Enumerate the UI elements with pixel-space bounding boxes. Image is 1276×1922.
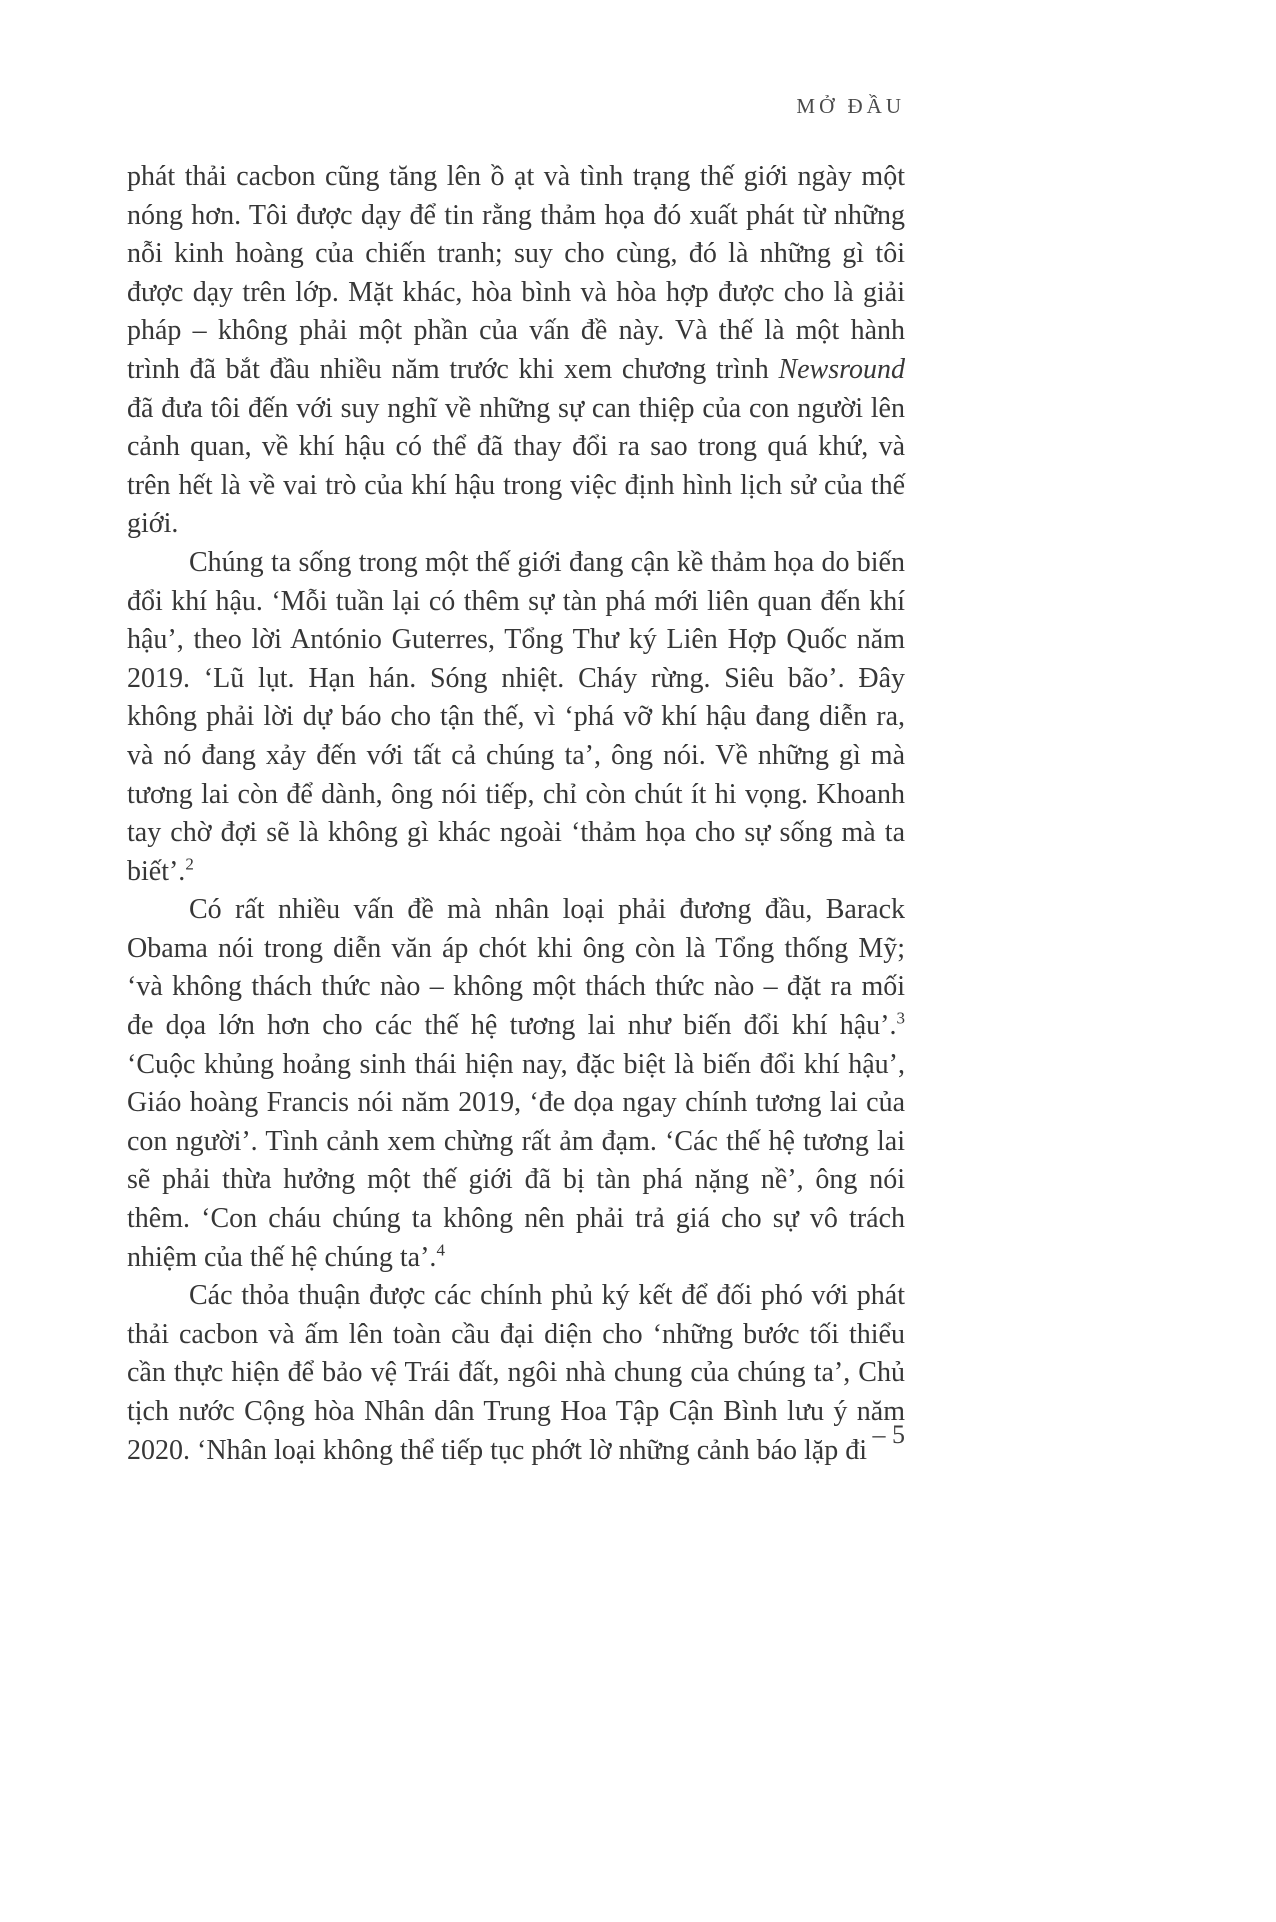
text-run: phát thải cacbon cũng tăng lên ồ ạt và tình trạng thế giới ngày một nóng hơn. Tôi được dạy để tin rằng thảm họa đó xuất phát từ những nỗi kinh hoàng của chiến tranh; suy cho cùng, đó là những gì tôi được dạy trên lớp. Mặt khác, hòa bình và hòa hợp được cho là giải pháp – không phải một phần của vấn đề này. Và thế là một hành trình đã bắt đầu nhiều năm trước khi xem chương trình [127,161,905,385]
text-run: Các thỏa thuận được các chính phủ ký kết để đối phó với phát thải cacbon và ấm lên toàn cầu đại diện cho ‘những bước tối thiểu cần thực hiện để bảo vệ Trái đất, ngôi nhà chung của chúng ta’, Chủ tịch nước Cộng hòa Nhân dân Trung Hoa Tập Cận Bình lưu ý năm 2020. ‘Nhân loại không thể tiếp tục phớt lờ những cảnh báo lặp đi [127,1280,905,1466]
paragraph-1 [127,158,905,544]
footnote-ref-3: 3 [896,1008,905,1028]
running-header: MỞ ĐẦU [796,94,905,118]
body-text [127,158,905,1470]
paragraph-3 [127,891,905,1277]
paragraph-2 [127,544,905,891]
text-run: Có rất nhiều vấn đề mà nhân loại phải đương đầu, Barack Obama nói trong diễn văn áp chót khi ông còn là Tổng thống Mỹ; ‘và không thách thức nào – không một thách thức nào – đặt ra mối đe dọa lớn hơn cho các thế hệ tương lai như biến đổi khí hậu’. [127,894,905,1042]
page-number: – 5 [872,1420,905,1449]
italic-book-title: Newsround [778,353,905,385]
footnote-ref-4: 4 [436,1240,445,1260]
text-run: Chúng ta sống trong một thế giới đang cận kề thảm họa do biến đổi khí hậu. ‘Mỗi tuần lại có thêm sự tàn phá mới liên quan đến khí hậu’, theo lời António Guterres, Tổng Thư ký Liên Hợp Quốc năm 2019. ‘Lũ lụt. Hạn hán. Sóng nhiệt. Cháy rừng. Siêu bão’. Đây không phải lời dự báo cho tận thế, vì ‘phá vỡ khí hậu đang diễn ra, và nó đang xảy đến với tất cả chúng ta’, ông nói. Về những gì mà tương lai còn để dành, ông nói tiếp, chỉ còn chút ít hi vọng. Khoanh tay chờ đợi sẽ là không gì khác ngoài ‘thảm họa cho sự sống mà ta biết’. [127,546,905,887]
footnote-ref-2: 2 [185,854,194,874]
text-run: ‘Cuộc khủng hoảng sinh thái hiện nay, đặc biệt là biến đổi khí hậu’, Giáo hoàng Francis nói năm 2019, ‘đe dọa ngay chính tương lai của con người’. Tình cảnh xem chừng rất ảm đạm. ‘Các thế hệ tương lai sẽ phải thừa hưởng một thế giới đã bị tàn phá nặng nề’, ông nói thêm. ‘Con cháu chúng ta không nên phải trả giá cho sự vô trách nhiệm của thế hệ chúng ta’. [127,1048,905,1273]
text-run: đã đưa tôi đến với suy nghĩ về những sự can thiệp của con người lên cảnh quan, về khí hậu có thể đã thay đổi ra sao trong quá khứ, và trên hết là về vai trò của khí hậu trong việc định hình lịch sử của thế giới. [127,392,905,540]
